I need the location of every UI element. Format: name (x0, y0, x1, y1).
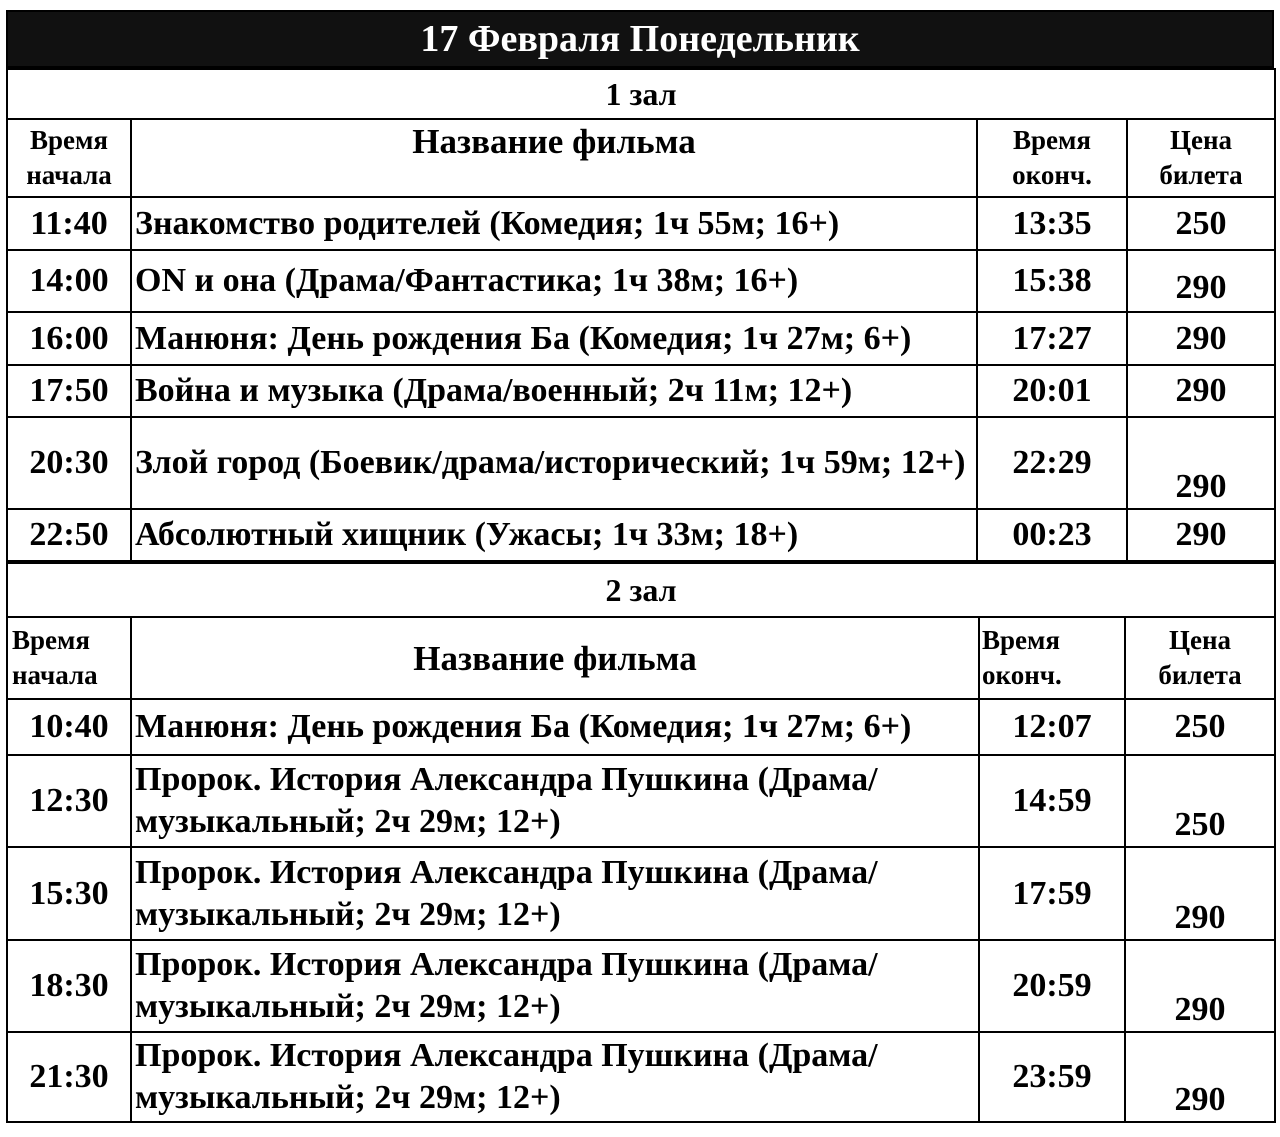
film-name-header: Название фильма (131, 617, 979, 699)
table-row (7, 847, 1275, 940)
film-name: Пророк. История Александра Пушкина (Драма/ музыкальный; 2ч 29м; 12+) (131, 1032, 979, 1122)
end-time: 13:35 (977, 197, 1127, 250)
end-time: 14:59 (979, 755, 1125, 847)
start-time: 21:30 (7, 1032, 131, 1122)
hall2-header-row (7, 563, 1275, 617)
ticket-price-header: Цена билета (1125, 617, 1275, 699)
film-name: Злой город (Боевик/драма/исторический; 1ч 59м; 12+) (131, 417, 977, 509)
schedule-sheet (6, 10, 1274, 1123)
ticket-price: 290 (1127, 312, 1275, 365)
start-time: 10:40 (7, 699, 131, 755)
start-time: 15:30 (7, 847, 131, 940)
film-name: Пророк. История Александра Пушкина (Драма/ музыкальный; 2ч 29м; 12+) (131, 940, 979, 1032)
start-time: 17:50 (7, 365, 131, 417)
film-name: Война и музыка (Драма/военный; 2ч 11м; 12+) (131, 365, 977, 417)
hall1-label: 1 зал (7, 69, 1275, 119)
end-time: 00:23 (977, 509, 1127, 561)
end-time: 22:29 (977, 417, 1127, 509)
table-row (7, 197, 1275, 250)
table-row (7, 417, 1275, 509)
start-time: 14:00 (7, 250, 131, 312)
end-time: 15:38 (977, 250, 1127, 312)
film-name: Пророк. История Александра Пушкина (Драма/ музыкальный; 2ч 29м; 12+) (131, 755, 979, 847)
table-row (7, 755, 1275, 847)
start-time: 22:50 (7, 509, 131, 561)
start-time: 12:30 (7, 755, 131, 847)
start-time: 18:30 (7, 940, 131, 1032)
end-time: 17:59 (979, 847, 1125, 940)
end-time: 23:59 (979, 1032, 1125, 1122)
end-time-header: Время оконч. (977, 119, 1127, 197)
schedule-title: 17 Февраля Понедельник (6, 10, 1274, 68)
hall2-column-headers (7, 617, 1275, 699)
film-name: Абсолютный хищник (Ужасы; 1ч 33м; 18+) (131, 509, 977, 561)
table-row (7, 365, 1275, 417)
start-time-header: Время начала (7, 617, 131, 699)
table-row (7, 699, 1275, 755)
start-time: 11:40 (7, 197, 131, 250)
ticket-price: 290 (1125, 847, 1275, 940)
ticket-price: 290 (1127, 250, 1275, 312)
film-name: Пророк. История Александра Пушкина (Драма/ музыкальный; 2ч 29м; 12+) (131, 847, 979, 940)
ticket-price: 250 (1127, 197, 1275, 250)
ticket-price-header: Цена билета (1127, 119, 1275, 197)
hall1-table (6, 68, 1276, 562)
ticket-price: 250 (1125, 755, 1275, 847)
table-row (7, 940, 1275, 1032)
film-name-header: Название фильма (131, 119, 977, 197)
table-row (7, 1032, 1275, 1122)
table-row (7, 312, 1275, 365)
table-row (7, 250, 1275, 312)
hall2-table (6, 562, 1276, 1123)
ticket-price: 290 (1127, 417, 1275, 509)
hall1-header-row (7, 69, 1275, 119)
hall1-column-headers (7, 119, 1275, 197)
hall2-label: 2 зал (7, 563, 1275, 617)
end-time: 12:07 (979, 699, 1125, 755)
table-row (7, 509, 1275, 561)
end-time: 20:59 (979, 940, 1125, 1032)
start-time: 20:30 (7, 417, 131, 509)
end-time: 20:01 (977, 365, 1127, 417)
start-time-header: Время начала (7, 119, 131, 197)
film-name: ON и она (Драма/Фантастика; 1ч 38м; 16+) (131, 250, 977, 312)
end-time: 17:27 (977, 312, 1127, 365)
ticket-price: 290 (1125, 1032, 1275, 1122)
start-time: 16:00 (7, 312, 131, 365)
film-name: Манюня: День рождения Ба (Комедия; 1ч 27м; 6+) (131, 312, 977, 365)
end-time-header: Время оконч. (979, 617, 1125, 699)
film-name: Знакомство родителей (Комедия; 1ч 55м; 16+) (131, 197, 977, 250)
ticket-price: 290 (1127, 365, 1275, 417)
ticket-price: 250 (1125, 699, 1275, 755)
ticket-price: 290 (1127, 509, 1275, 561)
film-name: Манюня: День рождения Ба (Комедия; 1ч 27м; 6+) (131, 699, 979, 755)
ticket-price: 290 (1125, 940, 1275, 1032)
